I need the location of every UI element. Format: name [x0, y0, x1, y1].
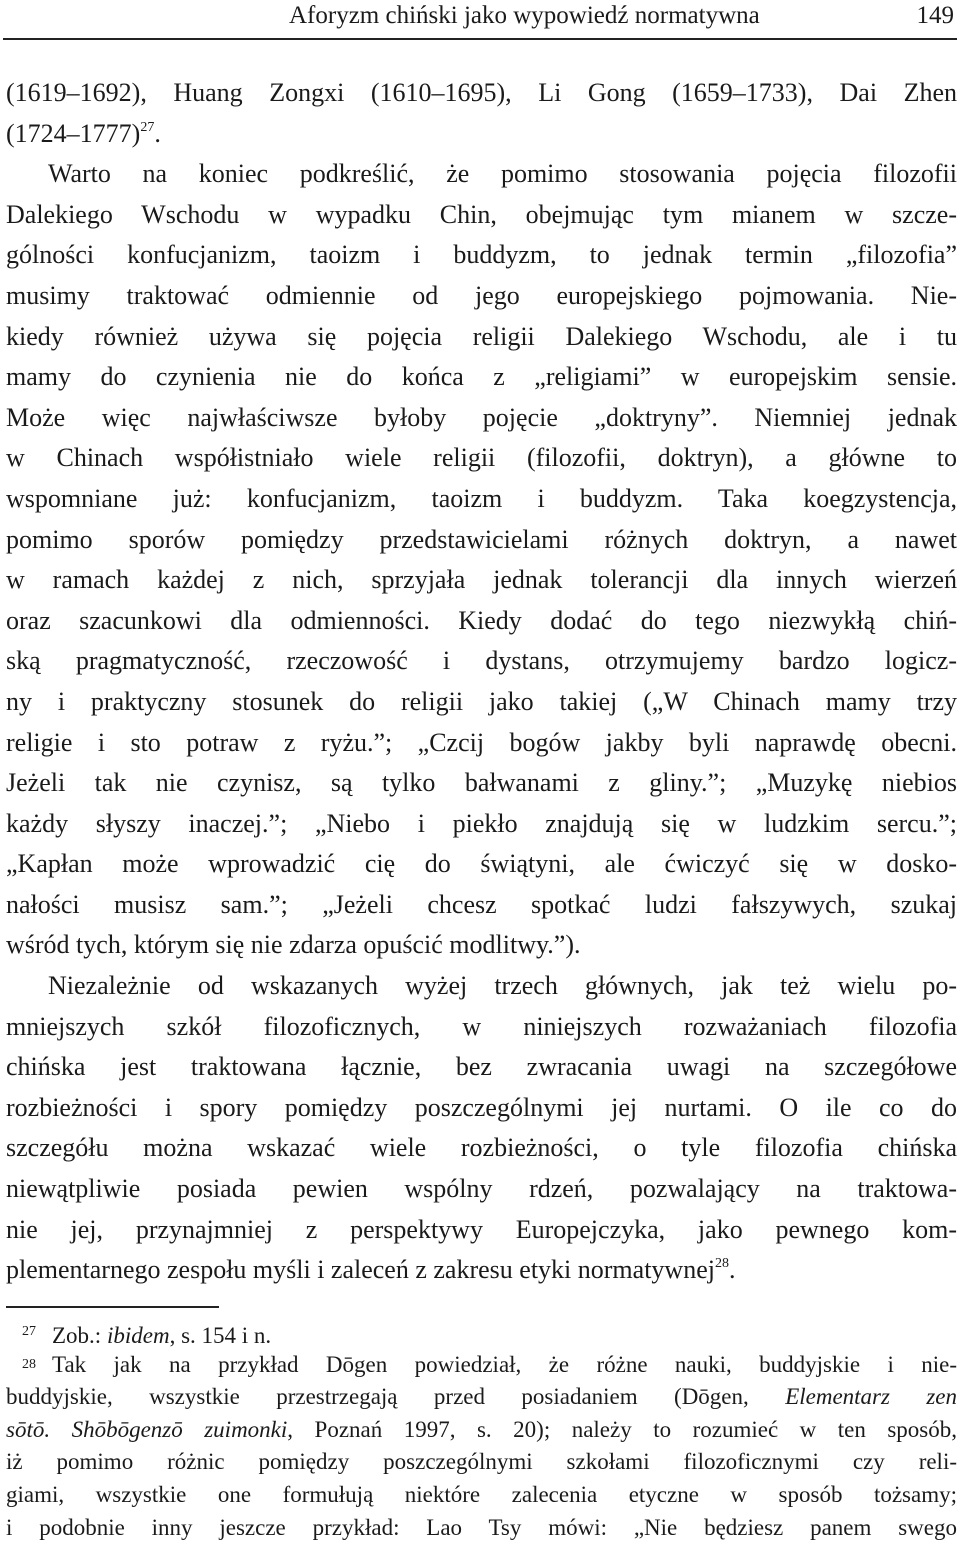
text-line: ny i praktyczny stosunek do religii jako takiej („W Chinach mamy trzy — [6, 686, 957, 716]
footnote-number: 28 — [22, 1356, 36, 1372]
footnote-28-line — [6, 1381, 957, 1414]
text-line: religie i sto potraw z ryżu.”; „Czcij bogów jakby byli naprawdę obecni. — [6, 727, 957, 757]
footnote-rule — [6, 1306, 219, 1308]
text-fragment: (1724–1777) — [6, 118, 141, 148]
footnote-28-line: i podobnie inny jeszcze przykład: Lao Tsy mówi: „Nie będziesz panem swego — [6, 1514, 957, 1540]
italic-text: ibidem — [106, 1323, 170, 1348]
text-line: gólności konfucjanizm, taoizm i buddyzm, to jednak termin „filozofia” — [6, 240, 957, 270]
footnote-number: 27 — [22, 1324, 36, 1339]
header-rule — [3, 38, 957, 40]
text-line: niewątpliwie posiada pewien wspólny rdzeń, pozwalający na traktowa- — [6, 1174, 957, 1204]
text-fragment: Tak jak na przykład Dōgen powiedział, że różne nauki, buddyjskie i nie- — [52, 1351, 957, 1377]
text-line — [6, 114, 957, 155]
text-line: szczegółu można wskazać wiele rozbieżności, o tyle filozofia chińska — [6, 1133, 957, 1163]
text-fragment: , Poznań 1997, s. 20); należy to rozumieć w ten sposób, — [287, 1416, 957, 1442]
italic-text: sōtō. Shōbōgenzō zuimonki — [6, 1416, 288, 1442]
text-line: rozbieżności i spory pomiędzy poszczególnymi jej nurtami. O ile co do — [6, 1092, 957, 1122]
text-line: ską pragmatyczność, rzeczowość i dystans, otrzymujemy bardzo logicz- — [6, 646, 957, 676]
text-fragment: buddyjskie, wszystkie przestrzegają przed posiadaniem (Dōgen, — [6, 1384, 786, 1410]
footnote-28-line — [6, 1349, 957, 1382]
text-fragment: . — [728, 1255, 736, 1285]
text-line: nałości musisz sam.”; „Jeżeli chcesz spotkać ludzi fałszywych, szukaj — [6, 889, 957, 919]
text-fragment: , s. 154 i n. — [169, 1323, 272, 1348]
running-header — [0, 0, 960, 34]
paragraph-first-line: Warto na koniec podkreślić, że pomimo stosowania pojęcia filozofii — [48, 159, 957, 189]
text-line: chińska jest traktowana łącznie, bez zwracania uwagi na szczegółowe — [6, 1052, 957, 1082]
text-line: wspomniane już: konfucjanizm, taoizm i buddyzm. Taka koegzystencja, — [6, 483, 957, 513]
text-line: oraz szacunkowi dla odmienności. Kiedy dodać do tego niezwykłą chiń- — [6, 605, 957, 635]
text-line: Dalekiego Wschodu w wypadku Chin, obejmując tym mianem w szcze- — [6, 199, 957, 229]
text-line: musimy traktować odmiennie od jego europejskiego pojmowania. Nie- — [6, 280, 957, 310]
text-line: mamy do czynienia nie do końca z „religiami” w europejskim sensie. — [6, 362, 957, 392]
text-line — [6, 1250, 957, 1291]
text-line: (1619–1692), Huang Zongxi (1610–1695), Li Gong (1659–1733), Dai Zhen — [6, 78, 957, 107]
text-line: w Chinach współistniało wiele religii (filozofii, doktryn), a główne to — [6, 443, 957, 473]
text-line: mniejszych szkół filozoficznych, w niniejszych rozważaniach filozofia — [6, 1011, 957, 1041]
footnote-27 — [6, 1316, 957, 1349]
footnote-ref-28[interactable]: 28 — [714, 1256, 729, 1272]
main-text — [6, 73, 957, 1291]
text-line: „Kapłan może wprowadzić cię do świątyni, ale ćwiczyć się w dosko- — [6, 849, 957, 879]
footnote-28-line — [6, 1414, 957, 1447]
text-fragment: . — [154, 118, 161, 148]
paragraph-first-line: Niezależnie od wskazanych wyżej trzech głównych, jak też wielu po- — [48, 971, 957, 1001]
text-line: kiedy również używa się pojęcia religii Dalekiego Wschodu, ale i tu — [6, 321, 957, 351]
footnotes — [6, 1316, 957, 1544]
text-line: Może więc najwłaściwsze byłoby pojęcie „doktryny”. Niemniej jednak — [6, 402, 957, 432]
text-line: w ramach każdej z nich, sprzyjała jednak tolerancji dla innych wierzeń — [6, 565, 957, 595]
footnote-ref-27[interactable]: 27 — [140, 119, 155, 135]
text-line: każdy słyszy inaczej.”; „Niebo i piekło znajdują się w ludzkim sercu.”; — [6, 808, 957, 838]
text-line: pomimo sporów pomiędzy przedstawicielami różnych doktryn, a nawet — [6, 524, 957, 554]
footnote-28-line: iż pomimo różnic pomiędzy poszczególnymi szkołami filozoficznymi czy reli- — [6, 1449, 957, 1475]
text-fragment: Zob.: — [52, 1323, 107, 1348]
footnote-28-line: giami, wszystkie one formułują niektóre zalecenia etyczne w sposób tożsamy; — [6, 1481, 957, 1507]
text-line: Jeżeli tak nie czynisz, są tylko bałwanami z gliny.”; „Muzykę niebios — [6, 768, 957, 798]
text-line: nie jej, przynajmniej z perspektywy Europejczyka, jako pewnego kom- — [6, 1214, 957, 1244]
running-title: Aforyzm chiński jako wypowiedź normatywna — [289, 2, 760, 29]
text-line: wśród tych, którym się nie zdarza opuścić modlitwy.”). — [6, 930, 581, 960]
italic-text: Elementarz zen — [785, 1384, 958, 1410]
text-fragment: plementarnego zespołu myśli i zaleceń z zakresu etyki normatywnej — [6, 1255, 715, 1285]
page-number: 149 — [916, 2, 954, 29]
